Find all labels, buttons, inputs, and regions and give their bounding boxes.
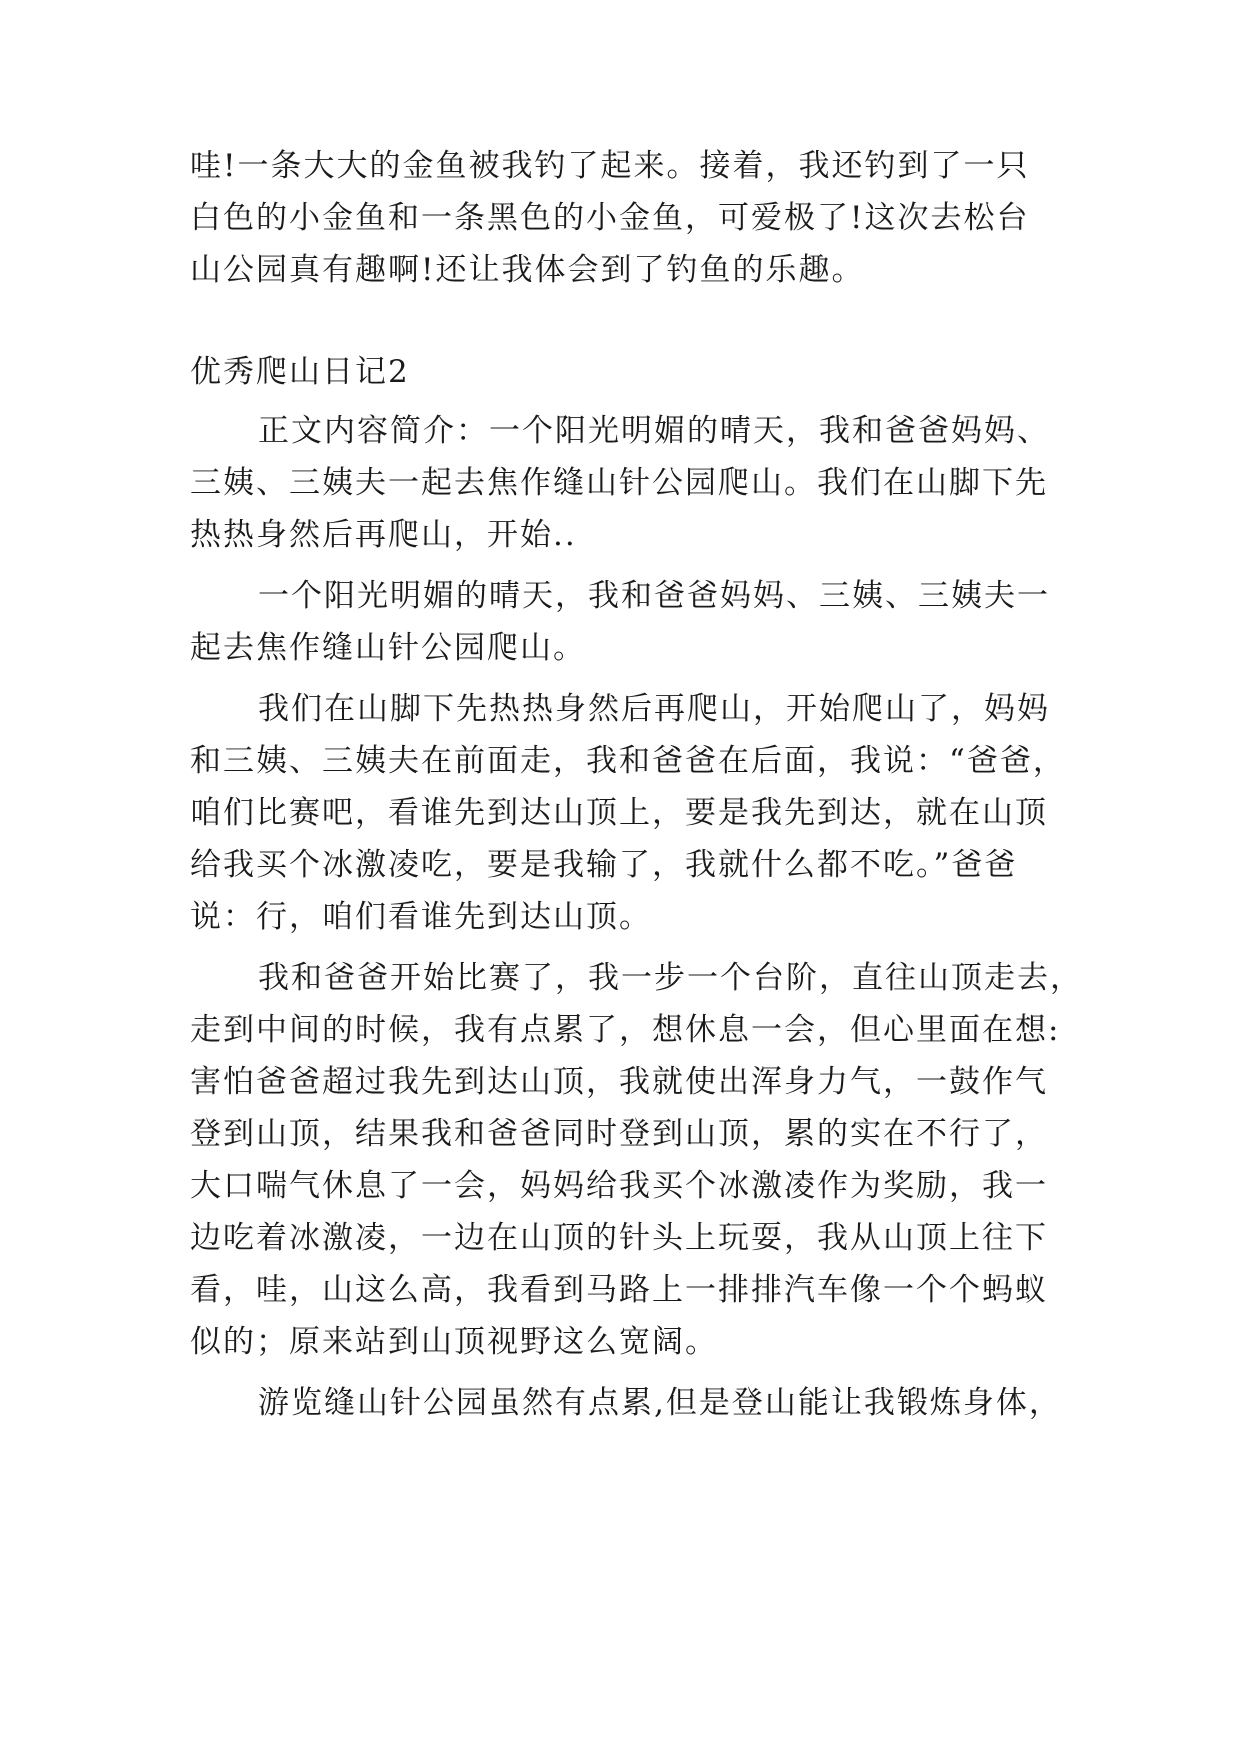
paragraph-2-line-5: 说：行，咱们看谁先到达山顶。 [190,899,652,935]
paragraph-2-line-1: 我们在山脚下先热热身然后再爬山，开始爬山了，妈妈 [258,691,1050,727]
paragraph-3-line-2: 走到中间的时候，我有点累了，想休息一会，但心里面在想: [190,1012,1061,1048]
paragraph-3-line-7: 看，哇，山这么高，我看到马路上一排排汽车像一个个蚂蚁 [190,1272,1048,1308]
paragraph-2-line-4: 给我买个冰激凌吃，要是我输了，我就什么都不吃。”爸爸 [190,847,1018,883]
paragraph-3-line-6: 边吃着冰激凌，一边在山顶的针头上玩耍，我从山顶上往下 [190,1220,1048,1256]
paragraph-1-line-1: 一个阳光明媚的晴天，我和爸爸妈妈、三姨、三姨夫一 [258,578,1050,614]
paragraph-1-line-2: 起去焦作缝山针公园爬山。 [190,630,586,666]
summary-line-1: 正文内容简介：一个阳光明媚的晴天，我和爸爸妈妈、 [258,413,1050,449]
paragraph-3-line-3: 害怕爸爸超过我先到达山顶，我就使出浑身力气，一鼓作气 [190,1064,1048,1100]
intro-line-3: 山公园真有趣啊!还让我体会到了钓鱼的乐趣。 [190,252,865,288]
paragraph-3-line-8: 似的；原来站到山顶视野这么宽阔。 [190,1324,718,1360]
paragraph-2-line-3: 咱们比赛吧，看谁先到达山顶上，要是我先到达，就在山顶 [190,795,1048,831]
paragraph-3-line-1: 我和爸爸开始比赛了，我一步一个台阶，直往山顶走去， [258,960,1083,996]
summary-line-3: 热热身然后再爬山，开始.. [190,517,577,553]
paragraph-3-line-4: 登到山顶，结果我和爸爸同时登到山顶，累的实在不行了， [190,1116,1048,1152]
intro-line-1: 哇!一条大大的金鱼被我钓了起来。接着，我还钓到了一只 [190,148,1030,184]
intro-line-2: 白色的小金鱼和一条黑色的小金鱼，可爱极了!这次去松台 [190,200,1030,236]
paragraph-3-line-5: 大口喘气休息了一会，妈妈给我买个冰激凌作为奖励，我一 [190,1168,1048,1204]
summary-line-2: 三姨、三姨夫一起去焦作缝山针公园爬山。我们在山脚下先 [190,465,1048,501]
paragraph-2-line-2: 和三姨、三姨夫在前面走，我和爸爸在后面，我说：“爸爸， [190,743,1066,779]
section-title: 优秀爬山日记2 [190,354,410,390]
paragraph-4-line-1: 游览缝山针公园虽然有点累,但是登山能让我锻炼身体， [258,1385,1062,1421]
